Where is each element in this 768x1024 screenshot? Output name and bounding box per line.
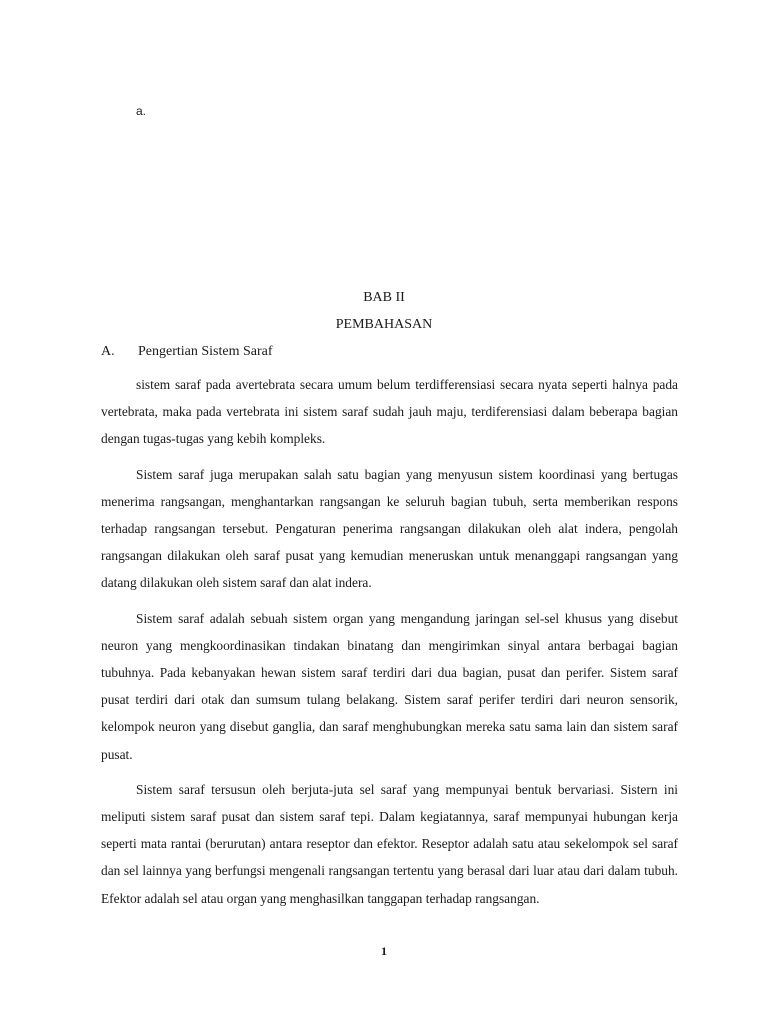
section-heading bbox=[101, 343, 273, 361]
list-marker: a. bbox=[136, 104, 147, 118]
paragraph-1: sistem saraf pada avertebrata secara umum belum terdifferensiasi secara nyata seperti halnya pada vertebrata, maka pada vertebrata ini sistem saraf sudah jauh maju, terdiferensiasi dalam beberapa bagian dengan tugas-tugas yang kebih kompleks. bbox=[101, 377, 678, 447]
body-text bbox=[101, 371, 678, 920]
paragraph-4: Sistem saraf tersusun oleh berjuta-juta sel saraf yang mempunyai bentuk bervariasi. Sistern ini meliputi sistem saraf pusat dan sistem saraf tepi. Dalam kegiatannya, saraf mempunyai hubungan kerja seperti mata rantai (berurutan) antara reseptor dan efektor. Reseptor adalah satu atau sekelompok sel saraf dan sel lainnya yang berfungsi mengenali rangsangan tertentu yang berasal dari luar atau dari dalam tubuh. Efektor adalah sel atau organ yang menghasilkan tanggapan terhadap rangsangan. bbox=[101, 781, 678, 906]
section-title: Pengertian Sistem Saraf bbox=[138, 344, 273, 359]
chapter-title: PEMBAHASAN bbox=[335, 317, 433, 332]
paragraph-2: Sistem saraf juga merupakan salah satu bagian yang menyusun sistem koordinasi yang bertugas menerima rangsangan, menghantarkan rangsangan ke seluruh bagian tubuh, serta memberikan respons terhadap rangsangan tersebut. Pengaturan penerima rangsangan dilakukan oleh alat indera, pengolah rangsangan dilakukan oleh saraf pusat yang kemudian meneruskan untuk menanggapi rangsangan yang datang dilakukan oleh sistem saraf dan alat indera. bbox=[101, 466, 678, 591]
paragraph-3: Sistem saraf adalah sebuah sistem organ yang mengandung jaringan sel-sel khusus yang disebut neuron yang mengkoordinasikan tindakan binatang dan mengirimkan sinyal antara berbagai bagian tubuhnya. Pada kebanyakan hewan sistem saraf terdiri dari dua bagian, pusat dan perifer. Sistem saraf pusat terdiri dari otak dan sumsum tulang belakang. Sistem saraf perifer terdiri dari neuron sensorik, kelompok neuron yang disebut ganglia, dan saraf menghubungkan mereka satu sama lain dan sistem saraf pusat. bbox=[101, 610, 678, 762]
chapter-label: BAB II bbox=[363, 290, 405, 305]
section-letter: A. bbox=[101, 344, 115, 359]
page-number: 1 bbox=[381, 944, 387, 958]
